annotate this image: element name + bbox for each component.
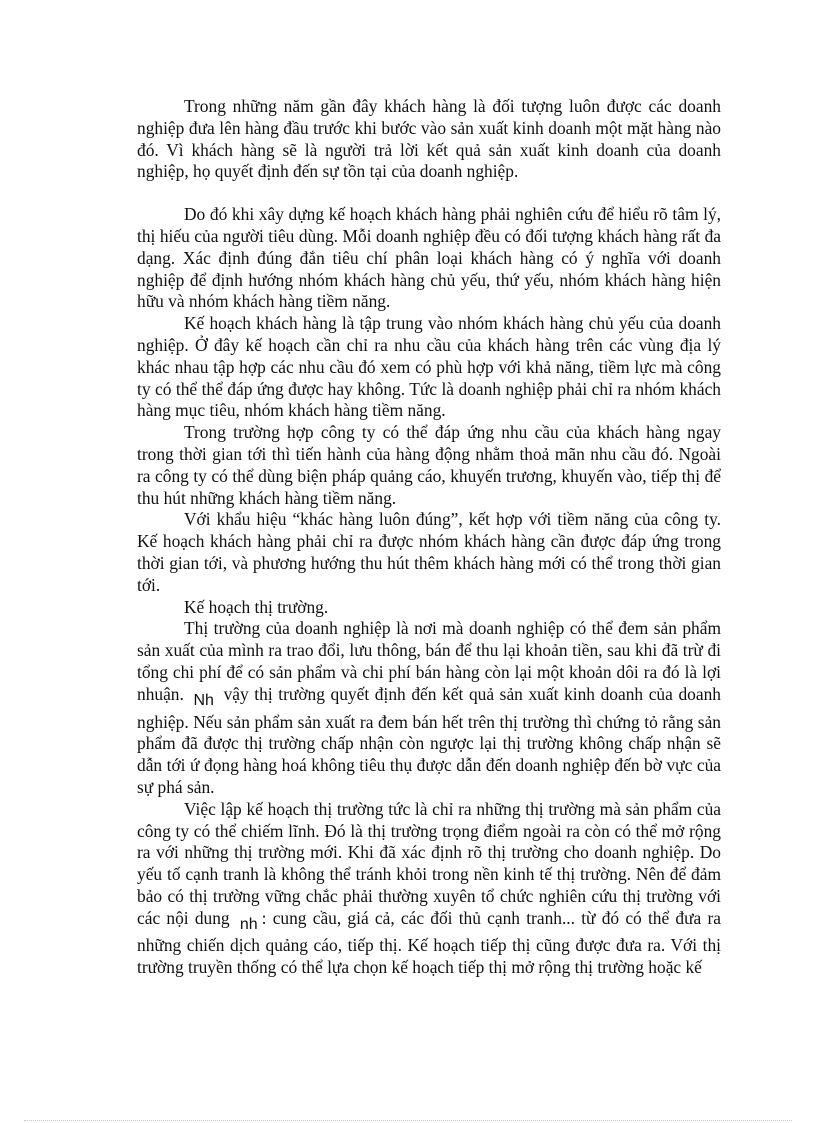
- paragraph-2: Do đó khi xây dựng kế hoạch khách hàng phải nghiên cứu để hiểu rõ tâm lý, thị hiếu của người tiêu dùng. Mỗi doanh nghiệp đều có đối tượng khách hàng rất đa dạng. Xác định đúng đắn tiêu chí phân loại khách hàng có ý nghĩa với doanh nghiệp để định hướng nhóm khách hàng chủ yếu, thứ yếu, nhóm khách hàng hiện hữu và nhóm khách hàng tiềm năng.: [137, 204, 721, 312]
- paragraph-8: [137, 799, 721, 979]
- page-bottom-dotted-rule: [24, 1120, 792, 1121]
- paragraph-7-before: Thị trường của doanh nghiệp là nơi mà doanh nghiệp có thể đem sản phẩm sản xuất của mình ra trao đổi, lưu thông, bán để thu lại khoản tiền, sau khi đã trừ đi tổng chi phí để có sản phẩm và chi phí bán hàng còn lại một khoản dôi ra đó là lợi nhuận.: [137, 618, 721, 704]
- paragraph-4: Trong trường hợp công ty có thể đáp ứng nhu cầu của khách hàng ngay trong thời gian tới thì tiến hành của hàng động nhằm thoả mãn nhu cầu đó. Ngoài ra công ty có thể dùng biện pháp quảng cáo, khuyến trương, khuyến vào, tiếp thị để thu hút những khách hàng tiềm năng.: [137, 422, 721, 508]
- paragraph-3: Kế hoạch khách hàng là tập trung vào nhóm khách hàng chủ yếu của doanh nghiệp. Ở đây kế hoạch cần chỉ ra nhu cầu của khách hàng trên các vùng địa lý khác nhau tập hợp các nhu cầu đó xem có phù hợp với khả năng, tiềm lực mà công ty có thể thể đáp ứng được hay không. Tức là doanh nghiệp phải chỉ ra nhóm khách hàng mục tiêu, nhóm khách hàng tiềm năng.: [137, 313, 721, 421]
- paragraph-8-after: : cung cầu, giá cả, các đối thủ cạnh tranh... từ đó có thể đưa ra những chiến dịch quảng cáo, tiếp thị. Kế hoạch tiếp thị cũng được đưa ra. Với thị trường truyền thống có thể lựa chọn kế hoạch tiếp thị mở rộng thị trường hoặc kế: [137, 907, 721, 978]
- paragraph-5: Với khẩu hiệu “khác hàng luôn đúng”, kết hợp với tiềm năng của công ty. Kế hoạch khách hàng phải chỉ ra được nhóm khách hàng cần được đáp ứng trong thời gian tới, và phương hướng thu hút thêm khách hàng mới có thể trong thời gian tới.: [137, 509, 721, 595]
- section-heading-market-plan: Kế hoạch thị trường.: [184, 596, 329, 617]
- paragraph-7: [137, 618, 721, 798]
- paragraph-8-before: Việc lập kế hoạch thị trường tức là chỉ ra những thị trường mà sản phẩm của công ty có thể chiếm lĩnh. Đó là thị trường trọng điểm ngoài ra còn có thể mở rộng ra với những thị trường mới. Khi đã xác định rõ thị trường cho doanh nghiệp. Do yếu tố cạnh tranh là không thể tránh khỏi trong nền kinh tế thị trường. Nên để đảm bảo có thị trường vững chắc phải thường xuyên tổ chức nghiên cứu thị trường với các nội dung: [137, 798, 721, 928]
- document-page: [137, 96, 721, 979]
- inline-fragment-nh: Nh: [193, 691, 214, 709]
- paragraph-7-after: vậy thị trường quyết định đến kết quả sản xuất kinh doanh của doanh nghiệp. Nếu sản phẩm sản xuất ra đem bán hết trên thị trường thì chứng tỏ rằng sản phẩm đã được thị trường chấp nhận còn ngược lại thị trường không chấp nhận sẽ dẫn tới ứ đọng hàng hoá không tiêu thụ được dẫn đến doanh nghiệp đến bờ vực của sự phá sản.: [137, 683, 721, 797]
- inline-fragment-nh-2: nh: [239, 915, 258, 933]
- paragraph-1: Trong những năm gần đây khách hàng là đối tượng luôn được các doanh nghiệp đưa lên hàng đầu trước khi bước vào sản xuất kinh doanh một mặt hàng nào đó. Vì khách hàng sẽ là người trả lời kết quả sản xuất kinh doanh của doanh nghiệp, họ quyết định đến sự tồn tại của doanh nghiệp.: [137, 96, 721, 182]
